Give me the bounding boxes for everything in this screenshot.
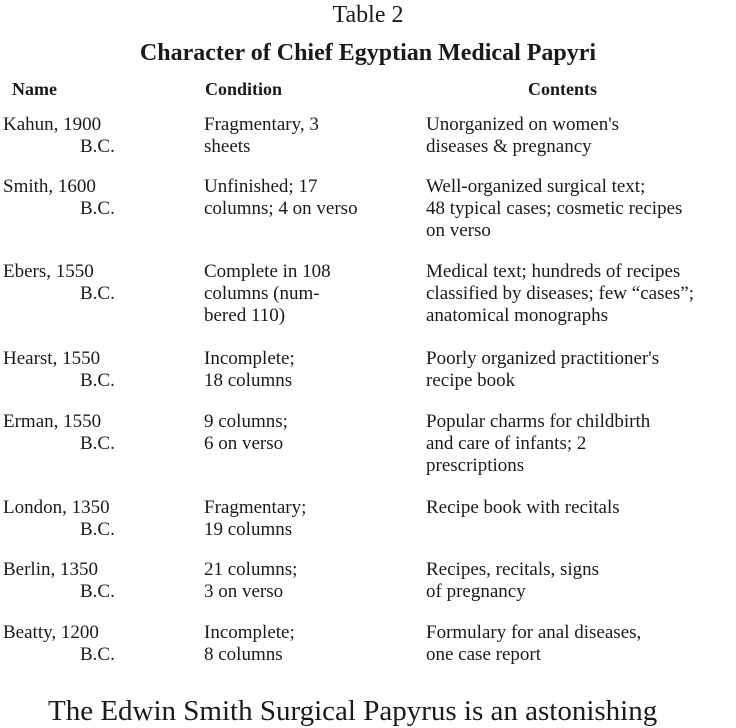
papyrus-date: B.C. [80,433,115,454]
papyrus-name-cell [3,261,115,305]
condition-line: sheets [204,136,251,157]
condition-line: 8 columns [204,644,283,665]
condition-cell [204,348,295,392]
condition-line: Fragmentary; [204,497,307,518]
papyrus-name: Berlin, 1350 [3,559,98,580]
table-label: Table 2 [332,2,404,28]
contents-line: Poorly organized practitioner's [426,348,660,369]
condition-cell [204,114,319,158]
papyrus-date: B.C. [80,136,115,157]
papyrus-name: Ebers, 1550 [3,261,94,282]
contents-line: Unorganized on women's [426,114,620,135]
contents-line: recipe book [426,370,516,391]
papyrus-name-cell [3,411,115,455]
papyrus-name-cell [3,622,115,666]
condition-cell [204,411,288,455]
papyrus-name: Hearst, 1550 [3,348,101,369]
condition-line: Unfinished; 17 [204,176,318,197]
contents-cell [426,114,619,158]
condition-line: Fragmentary, 3 [204,114,319,135]
papyrus-date: B.C. [80,644,115,665]
condition-cell [204,176,358,220]
contents-cell [426,411,650,477]
contents-line: anatomical monographs [426,305,609,326]
condition-cell [204,261,331,327]
contents-line: Well-organized surgical text; [426,176,646,197]
contents-line: classified by diseases; few “cases”; [426,283,695,304]
contents-line: Recipes, recitals, signs [426,559,600,580]
column-header-condition: Condition [205,79,283,99]
papyrus-name: Smith, 1600 [3,176,96,197]
papyrus-name-cell [3,348,115,392]
contents-line: Recipe book with recitals [426,497,620,518]
papyrus-date: B.C. [80,198,115,219]
contents-cell [426,261,694,327]
papyrus-date: B.C. [80,581,115,602]
papyrus-name: Beatty, 1200 [3,622,99,643]
papyrus-name: Kahun, 1900 [3,114,102,135]
condition-cell [204,559,297,603]
contents-cell [426,348,659,392]
condition-line: 19 columns [204,519,293,540]
condition-line: Incomplete; [204,622,295,643]
condition-line: columns (num- [204,283,320,304]
papyrus-name: London, 1350 [3,497,110,518]
contents-cell [426,176,682,242]
condition-cell [204,622,295,666]
condition-line: Incomplete; [204,348,295,369]
condition-line: columns; 4 on verso [204,198,358,219]
papyrus-date: B.C. [80,519,115,540]
papyrus-date: B.C. [80,370,115,391]
contents-line: Formulary for anal diseases, [426,622,642,643]
papyrus-name-cell [3,176,115,220]
contents-line: on verso [426,220,491,241]
condition-line: 6 on verso [204,433,284,454]
column-header-contents: Contents [528,79,598,99]
papyrus-name-cell [3,559,115,603]
papyrus-date: B.C. [80,283,115,304]
contents-line: of pregnancy [426,581,526,602]
condition-line: 9 columns; [204,411,288,432]
papyrus-name-cell [3,497,115,541]
contents-cell [426,559,599,603]
condition-line: 21 columns; [204,559,298,580]
contents-line: diseases & pregnancy [426,136,592,157]
condition-line: 3 on verso [204,581,284,602]
contents-cell [426,497,620,519]
contents-line: Popular charms for childbirth [426,411,651,432]
body-paragraph: The Edwin Smith Surgical Papyrus is an astonishing [48,695,658,727]
papyrus-name: Erman, 1550 [3,411,102,432]
contents-line: and care of infants; 2 [426,433,587,454]
column-header-name: Name [12,79,57,99]
contents-line: prescriptions [426,455,525,476]
condition-cell [204,497,306,541]
contents-line: 48 typical cases; cosmetic recipes [426,198,683,219]
condition-line: 18 columns [204,370,293,391]
table-title: Character of Chief Egyptian Medical Papyri [139,40,597,66]
contents-line: Medical text; hundreds of recipes [426,261,681,282]
condition-line: bered 110) [204,305,286,326]
papyrus-name-cell [3,114,115,158]
contents-line: one case report [426,644,541,665]
contents-cell [426,622,641,666]
condition-line: Complete in 108 [204,261,331,282]
